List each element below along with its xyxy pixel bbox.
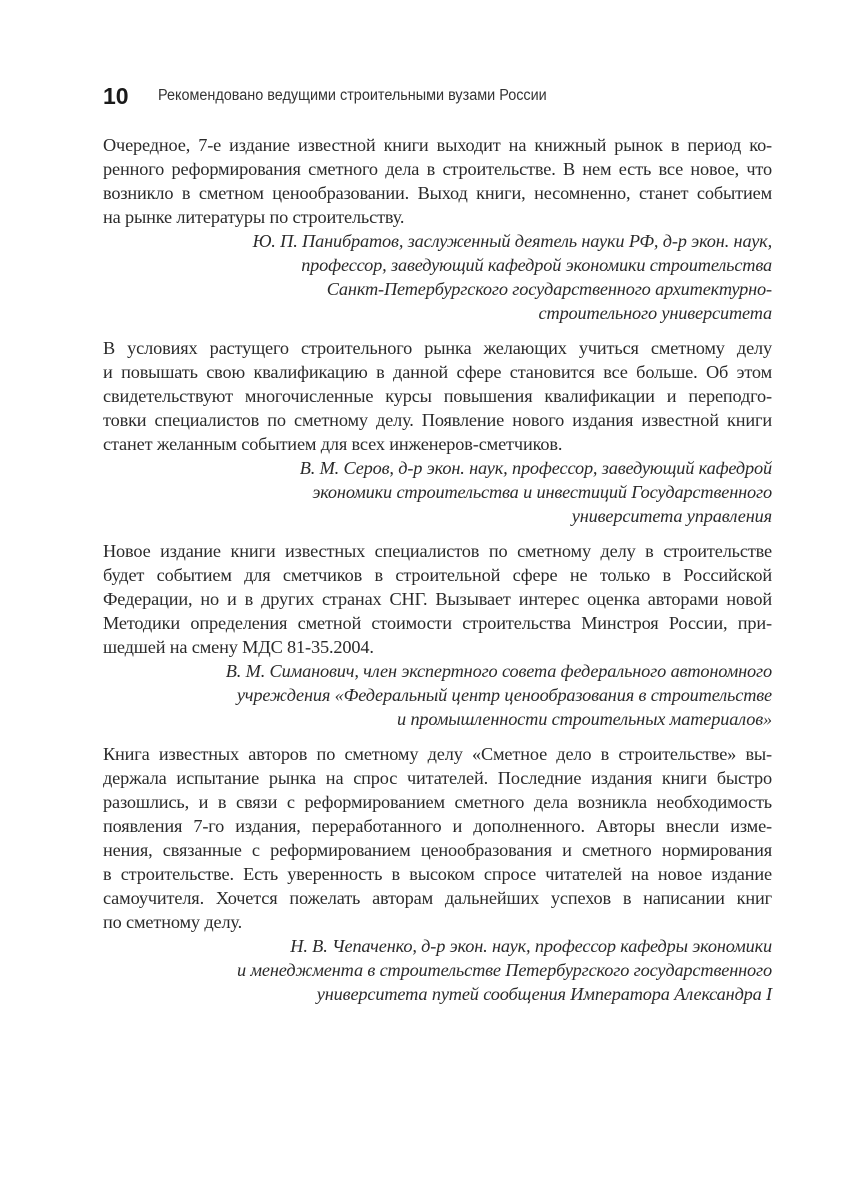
paragraph-line: возникло в сметном ценообразовании. Выход книги, несомненно, станет событием [103, 183, 772, 203]
paragraph-line: в строительстве. Есть уверенность в высоком спросе читателей на новое издание [103, 864, 772, 884]
paragraph-line: Очередное, 7-е издание известной книги выходит на книжный рынок в период ко- [103, 135, 772, 155]
paragraph-line: ренного реформирования сметного дела в строительстве. В нем есть все новое, что [103, 159, 772, 179]
attribution-line: строительного университета [538, 303, 772, 323]
attribution-line: учреждения «Федеральный центр ценообразования в строительстве [236, 685, 772, 705]
paragraph-line: нения, связанные с реформированием ценообразования и сметного нормирования [103, 840, 772, 860]
paragraph-line: держала испытание рынка на спрос читателей. Последние издания книги быстро [103, 768, 772, 788]
paragraph-line: товки специалистов по сметному делу. Появление нового издания известной книги [103, 410, 772, 430]
paragraph-line: появления 7-го издания, переработанного и дополненного. Авторы внесли изме- [103, 816, 772, 836]
review-paragraph [103, 133, 772, 229]
attribution-line: и менеджмента в строительстве Петербургского государственного [237, 960, 772, 980]
review-block [103, 539, 772, 731]
paragraph-line: Методики определения сметной стоимости строительства Минстроя России, при- [103, 613, 772, 633]
review-attribution [103, 659, 772, 731]
paragraph-line: свидетельствуют многочисленные курсы повышения квалификации и переподго- [103, 386, 772, 406]
attribution-line: В. М. Симанович, член экспертного совета федерального автономного [225, 661, 772, 681]
paragraph-line: станет желанным событием для всех инженеров-сметчиков. [103, 434, 563, 454]
attribution-line: профессор, заведующий кафедрой экономики строительства [301, 255, 772, 275]
running-title: Рекомендовано ведущими строительными вузами России [158, 87, 547, 104]
running-header [103, 82, 576, 110]
paragraph-line: Федерации, но и в других странах СНГ. Вызывает интерес оценка авторами новой [103, 589, 772, 609]
paragraph-line: Книга известных авторов по сметному делу «Сметное дело в строительстве» вы- [103, 744, 772, 764]
review-attribution [103, 456, 772, 528]
review-paragraph [103, 336, 772, 456]
attribution-line: и промышленности строительных материалов» [397, 709, 772, 729]
paragraph-line: разошлись, и в связи с реформированием сметного дела возникла необходимость [103, 792, 772, 812]
review-block [103, 133, 772, 325]
attribution-line: Н. В. Чепаченко, д-р экон. наук, профессор кафедры экономики [290, 936, 772, 956]
paragraph-line: самоучителя. Хочется пожелать авторам дальнейших успехов в написании книг [103, 888, 772, 908]
attribution-line: экономики строительства и инвестиций Государственного [312, 482, 772, 502]
attribution-line: Санкт-Петербургского государственного архитектурно- [326, 279, 772, 299]
paragraph-line: шедшей на смену МДС 81-35.2004. [103, 637, 374, 657]
paragraph-line: будет событием для сметчиков в строительной сфере не только в Российской [103, 565, 772, 585]
paragraph-line: и повышать свою квалификацию в данной сфере становится все больше. Об этом [103, 362, 772, 382]
attribution-line: университета управления [571, 506, 772, 526]
review-paragraph [103, 539, 772, 659]
attribution-line: Ю. П. Панибратов, заслуженный деятель науки РФ, д-р экон. наук, [252, 231, 772, 251]
review-block [103, 742, 772, 1006]
review-paragraph [103, 742, 772, 934]
review-block [103, 336, 772, 528]
reviews-section [103, 133, 772, 1017]
paragraph-line: Новое издание книги известных специалистов по сметному делу в строительстве [103, 541, 772, 561]
attribution-line: университета путей сообщения Императора Александра I [316, 984, 772, 1004]
review-attribution [103, 934, 772, 1006]
paragraph-line: В условиях растущего строительного рынка желающих учиться сметному делу [103, 338, 772, 358]
paragraph-line: по сметному делу. [103, 912, 243, 932]
page-number: 10 [103, 82, 129, 109]
paragraph-line: на рынке литературы по строительству. [103, 207, 405, 227]
attribution-line: В. М. Серов, д-р экон. наук, профессор, заведующий кафедрой [299, 458, 772, 478]
review-attribution [103, 229, 772, 325]
